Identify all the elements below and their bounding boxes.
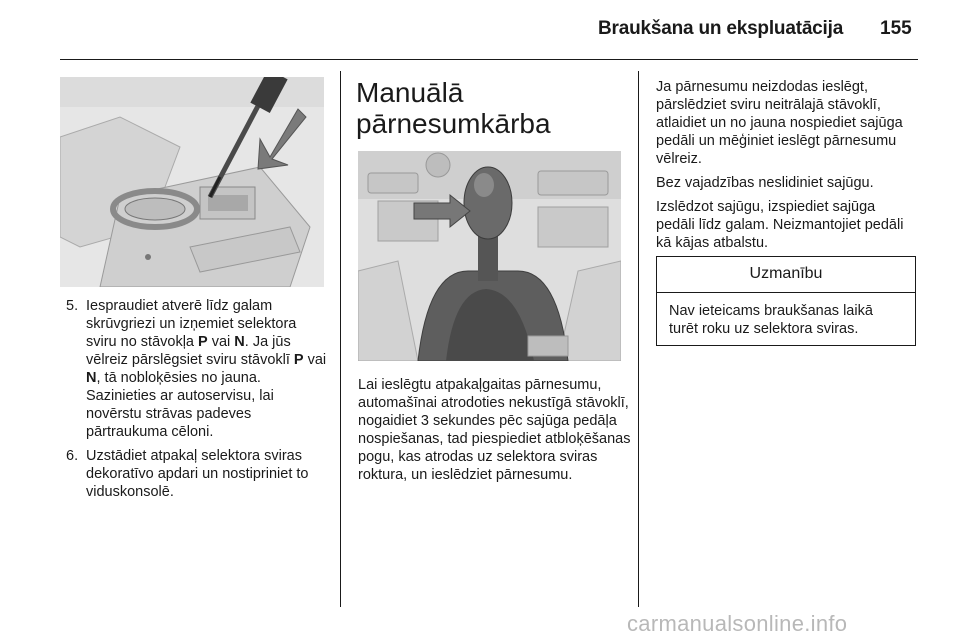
- caution-note-text: Nav ieteicams braukšanas laikā turēt roku uz selektora sviras.: [669, 303, 873, 337]
- page-number: 155: [880, 18, 912, 39]
- step-5-text-part: Iespraudiet atverē līdz galam skrūvgriezi un izņemiet selektora sviru no stāvokļa: [86, 298, 297, 350]
- screwdriver-illustration: [60, 77, 324, 287]
- step-5-text-part: vai: [207, 334, 235, 350]
- step-6-text: Uzstādiet atpakaļ selektora sviras dekoratīvo apdari un nostipriniet to viduskonsolē.: [86, 448, 309, 500]
- gear-p-label: P: [198, 334, 208, 350]
- step-5-text-part: , tā nobloķēsies no jauna. Sazinieties ar autoservisu, lai novērstu strāvas padeves pārtraukuma cēloni.: [86, 370, 274, 440]
- gear-p-label: P: [293, 352, 304, 368]
- caution-note-box: [656, 256, 916, 346]
- gear-n-label: N: [86, 370, 97, 386]
- clutch-pedal-paragraph: Izslēdzot sajūgu, izspiediet sajūga pedāli līdz galam. Neizmantojiet pedāli kā kājas atbalstu.: [656, 199, 904, 251]
- section-heading-line-2: pārnesumkārba: [356, 108, 551, 139]
- screwdriver-drawing: [60, 77, 324, 287]
- gear-lever-illustration: [358, 151, 621, 361]
- step-5-text-part: . Ja jūs vēlreiz pārslēgsiet sviru stāvoklī: [86, 334, 294, 368]
- clutch-slip-paragraph: Bez vajadzības neslidiniet sajūgu.: [656, 175, 874, 191]
- step-5-number: 5.: [66, 298, 79, 314]
- header-rule: [60, 59, 918, 60]
- column-divider-left: [340, 71, 341, 607]
- page-header-title: Braukšana un ekspluatācija: [598, 18, 844, 39]
- column-divider-right: [638, 71, 639, 607]
- watermark-text: carmanualsonline.info: [627, 611, 848, 636]
- step-5-text: [86, 298, 326, 440]
- gear-engage-paragraph: Ja pārnesumu neizdodas ieslēgt, pārslēdziet sviru neitrālajā stāvoklī, atlaidiet un no jauna nospiediet sajūga pedāli un mēģiniet ieslēgt pārnesumu vēlreiz.: [656, 79, 903, 167]
- gear-n-label: N: [234, 334, 245, 350]
- caution-note-title: Uzmanību: [657, 257, 915, 293]
- step-6: [66, 447, 328, 501]
- step-6-number: 6.: [66, 448, 79, 464]
- section-heading-line-1: Manuālā: [356, 77, 464, 108]
- gear-lever-drawing: [358, 151, 621, 361]
- steps-list: [66, 297, 328, 507]
- reverse-gear-paragraph: Lai ieslēgtu atpakaļgaitas pārnesumu, automašīnai atrodoties nekustīgā stāvoklī, nogaidiet 3 sekundes pēc sajūga pedāļa nospiešanas, tad piespiediet atbloķēšanas pogu, kas atrodas uz selektora sviras roktura, un ieslēdziet pārnesumu.: [358, 377, 631, 483]
- step-5-text-part: vai: [303, 352, 327, 368]
- section-heading: [356, 77, 636, 139]
- step-5: [66, 297, 328, 441]
